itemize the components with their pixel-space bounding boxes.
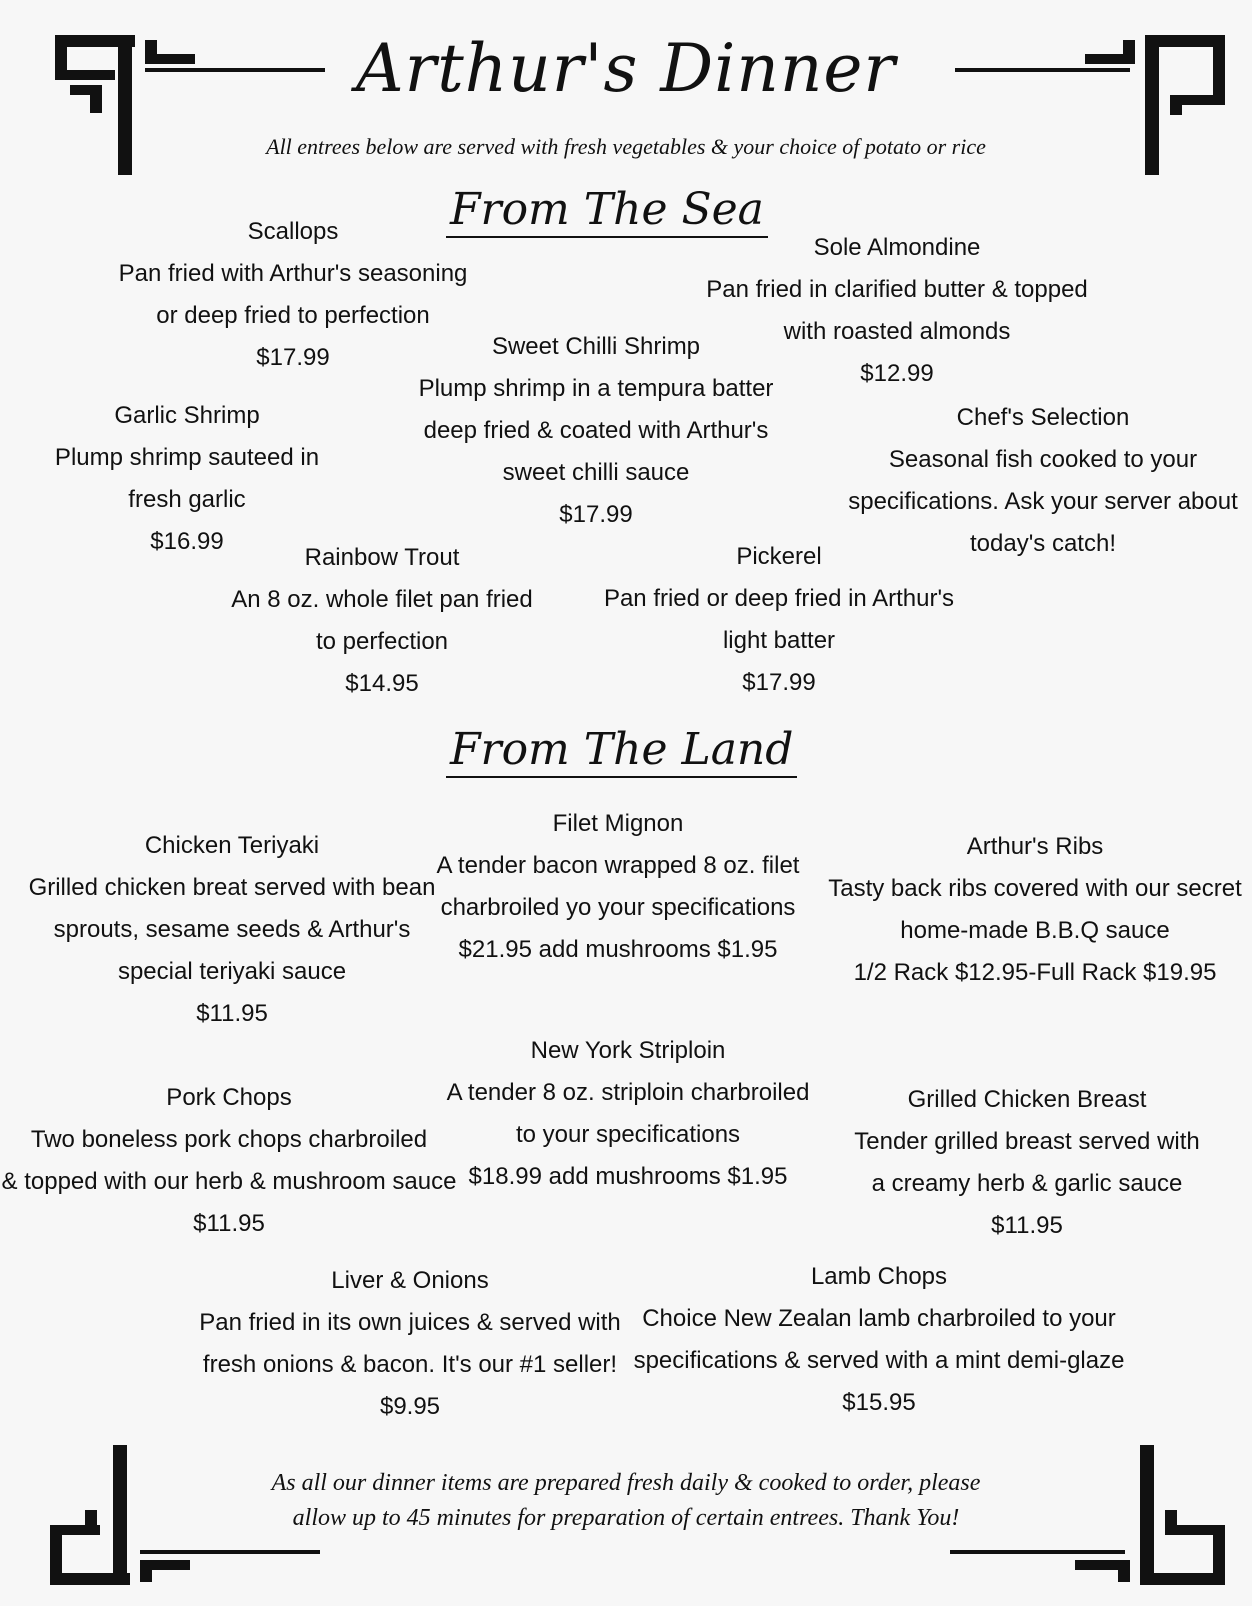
item-name: Chicken Teriyaki xyxy=(144,832,320,859)
item-description: A tender bacon wrapped 8 oz. filet xyxy=(436,852,800,879)
item-name: Rainbow Trout xyxy=(304,544,460,571)
item-description: fresh onions & bacon. It's our #1 seller! xyxy=(202,1351,618,1378)
item-name: Garlic Shrimp xyxy=(114,402,260,429)
item-price: $12.99 xyxy=(860,360,934,387)
footer-line: allow up to 45 minutes for preparation of certain entrees. Thank You! xyxy=(292,1505,960,1531)
item-name: Pork Chops xyxy=(166,1084,292,1111)
item-description: Tasty back ribs covered with our secret xyxy=(828,875,1242,902)
menu-item xyxy=(2,1077,457,1245)
item-description: Two boneless pork chops charbroiled xyxy=(30,1126,428,1153)
item-description: to perfection xyxy=(315,628,449,655)
item-name: Arthur's Ribs xyxy=(966,833,1104,860)
menu-item xyxy=(437,803,800,971)
item-price: $11.95 xyxy=(196,1000,268,1027)
menu-item xyxy=(447,1030,810,1198)
item-description: with roasted almonds xyxy=(783,318,1011,345)
item-name: Chef's Selection xyxy=(956,404,1130,431)
item-description: sprouts, sesame seeds & Arthur's xyxy=(53,916,411,943)
item-description: Pan fried with Arthur's seasoning xyxy=(118,260,468,287)
item-description: & topped with our herb & mushroom sauce xyxy=(1,1168,457,1195)
item-description: sweet chilli sauce xyxy=(502,459,690,486)
menu-item xyxy=(29,825,436,1035)
menu-footer xyxy=(0,1466,1252,1536)
menu-subtitle: All entrees below are served with fresh vegetables & your choice of potato or rice xyxy=(266,134,986,159)
item-description: a creamy herb & garlic sauce xyxy=(871,1170,1183,1197)
item-description: Plump shrimp sauteed in xyxy=(54,444,320,471)
item-description: specifications. Ask your server about xyxy=(848,488,1238,515)
menu-item xyxy=(828,826,1242,994)
item-name: Liver & Onions xyxy=(331,1267,489,1294)
item-description: fresh garlic xyxy=(128,486,246,513)
item-name: Scallops xyxy=(247,218,339,245)
item-price: $15.95 xyxy=(842,1389,916,1416)
item-price: $17.99 xyxy=(742,669,816,696)
menu-item xyxy=(854,1079,1200,1247)
item-price: $14.95 xyxy=(345,670,419,697)
item-price: $11.95 xyxy=(991,1212,1063,1239)
item-description: light batter xyxy=(722,627,836,654)
item-description: to your specifications xyxy=(515,1121,741,1148)
item-description: A tender 8 oz. striploin charbroiled xyxy=(446,1079,810,1106)
item-name: Lamb Chops xyxy=(810,1263,948,1290)
item-description: today's catch! xyxy=(970,530,1116,557)
item-description: home-made B.B.Q sauce xyxy=(900,917,1170,944)
item-name: Sweet Chilli Shrimp xyxy=(491,333,701,360)
menu-item xyxy=(199,1260,621,1428)
item-price: $11.95 xyxy=(193,1210,265,1237)
item-name: Pickerel xyxy=(736,543,822,570)
item-description: Plump shrimp in a tempura batter xyxy=(418,375,774,402)
section-title-land: From The Land xyxy=(446,726,797,778)
menu-item xyxy=(419,326,774,536)
item-description: Seasonal fish cooked to your xyxy=(888,446,1198,473)
item-name: New York Striploin xyxy=(530,1037,726,1064)
item-description: deep fried & coated with Arthur's xyxy=(423,417,769,444)
item-price: $21.95 add mushrooms $1.95 xyxy=(458,936,778,963)
item-price: $17.99 xyxy=(559,501,633,528)
item-price: 1/2 Rack $12.95-Full Rack $19.95 xyxy=(853,959,1217,986)
item-price: $16.99 xyxy=(150,528,224,555)
menu-item xyxy=(604,536,954,704)
item-description: Pan fried in clarified butter & topped xyxy=(706,276,1088,303)
item-description: special teriyaki sauce xyxy=(117,958,347,985)
item-description: Pan fried or deep fried in Arthur's xyxy=(603,585,955,612)
menu-item xyxy=(634,1256,1125,1424)
item-price: $17.99 xyxy=(256,344,330,371)
item-description: Pan fried in its own juices & served with xyxy=(199,1309,621,1336)
section-title-sea: From The Sea xyxy=(446,186,768,238)
menu-title: Arthur's Dinner xyxy=(356,30,896,107)
item-name: Grilled Chicken Breast xyxy=(907,1086,1147,1113)
item-description: or deep fried to perfection xyxy=(156,302,430,329)
item-description: Tender grilled breast served with xyxy=(854,1128,1200,1155)
item-description: Grilled chicken breat served with bean xyxy=(28,874,436,901)
footer-line: As all our dinner items are prepared fresh daily & cooked to order, please xyxy=(271,1470,981,1496)
item-price: $9.95 xyxy=(379,1393,441,1420)
item-description: specifications & served with a mint demi-glaze xyxy=(633,1347,1125,1374)
item-name: Filet Mignon xyxy=(552,810,684,837)
menu-item xyxy=(119,211,468,379)
menu-item xyxy=(231,537,533,705)
item-name: Sole Almondine xyxy=(813,234,981,261)
item-description: charbroiled yo your specifications xyxy=(440,894,796,921)
item-description: An 8 oz. whole filet pan fried xyxy=(231,586,533,613)
item-description: Choice New Zealan lamb charbroiled to your xyxy=(642,1305,1116,1332)
item-price: $18.99 add mushrooms $1.95 xyxy=(468,1163,788,1190)
